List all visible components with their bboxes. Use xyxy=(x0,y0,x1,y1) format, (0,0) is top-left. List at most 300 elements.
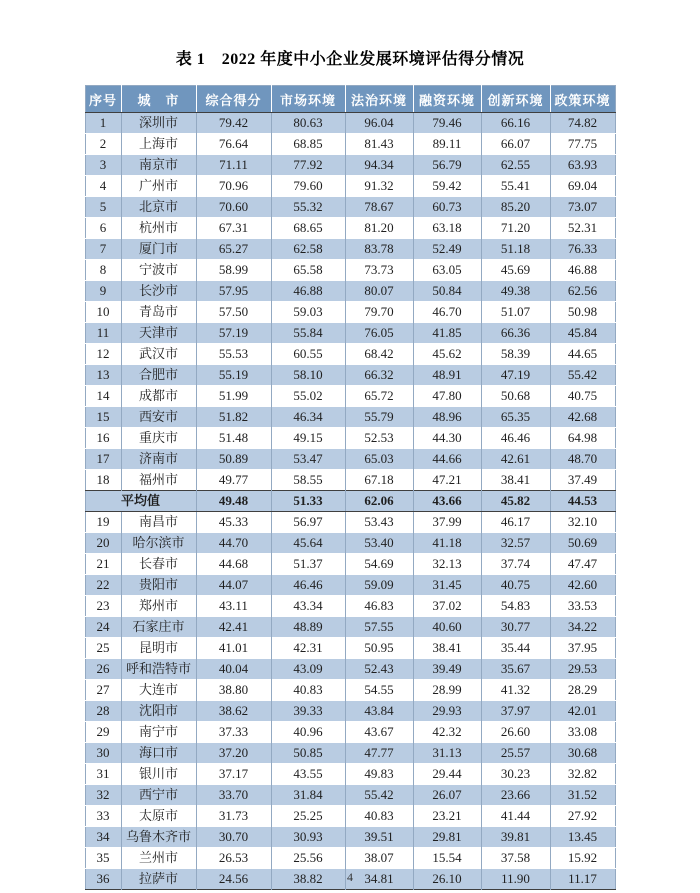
row-index-cell: 29 xyxy=(85,722,121,743)
score-cell-2: 67.18 xyxy=(345,470,413,491)
score-cell-3: 37.02 xyxy=(413,596,481,617)
score-cell-5: 44.53 xyxy=(550,491,615,512)
table-row xyxy=(85,596,615,617)
score-cell-2: 59.09 xyxy=(345,575,413,596)
score-cell-1: 38.82 xyxy=(271,869,345,890)
city-cell: 银川市 xyxy=(121,764,196,785)
score-cell-4: 23.66 xyxy=(481,785,550,806)
score-cell-3: 44.66 xyxy=(413,449,481,470)
score-cell-3: 37.99 xyxy=(413,512,481,533)
score-cell-4: 25.57 xyxy=(481,743,550,764)
score-cell-5: 34.22 xyxy=(550,617,615,638)
table-row xyxy=(85,281,615,302)
row-index-cell: 28 xyxy=(85,701,121,722)
score-cell-3: 47.21 xyxy=(413,470,481,491)
score-cell-5: 37.49 xyxy=(550,470,615,491)
score-cell-4: 50.68 xyxy=(481,386,550,407)
city-cell: 深圳市 xyxy=(121,113,196,134)
score-cell-4: 49.38 xyxy=(481,281,550,302)
score-cell-1: 40.96 xyxy=(271,722,345,743)
score-cell-2: 91.32 xyxy=(345,176,413,197)
city-cell: 哈尔滨市 xyxy=(121,533,196,554)
header-cell-overall: 综合得分 xyxy=(196,86,271,113)
score-cell-0: 49.48 xyxy=(196,491,271,512)
score-cell-2: 52.43 xyxy=(345,659,413,680)
page-number: 4 xyxy=(347,870,353,884)
score-cell-1: 56.97 xyxy=(271,512,345,533)
table-row xyxy=(85,323,615,344)
score-cell-2: 96.04 xyxy=(345,113,413,134)
score-cell-3: 89.11 xyxy=(413,134,481,155)
city-cell: 石家庄市 xyxy=(121,617,196,638)
table-row xyxy=(85,659,615,680)
score-cell-3: 29.93 xyxy=(413,701,481,722)
score-cell-1: 49.15 xyxy=(271,428,345,449)
score-cell-4: 32.57 xyxy=(481,533,550,554)
city-cell: 上海市 xyxy=(121,134,196,155)
score-cell-0: 51.82 xyxy=(196,407,271,428)
row-index-cell: 11 xyxy=(85,323,121,344)
score-cell-3: 29.44 xyxy=(413,764,481,785)
table-row xyxy=(85,218,615,239)
score-cell-3: 60.73 xyxy=(413,197,481,218)
row-index-cell: 22 xyxy=(85,575,121,596)
score-cell-5: 69.04 xyxy=(550,176,615,197)
city-cell: 乌鲁木齐市 xyxy=(121,827,196,848)
city-cell: 广州市 xyxy=(121,176,196,197)
score-cell-3: 39.49 xyxy=(413,659,481,680)
score-cell-1: 55.84 xyxy=(271,323,345,344)
score-cell-2: 73.73 xyxy=(345,260,413,281)
score-cell-2: 43.67 xyxy=(345,722,413,743)
score-cell-1: 46.34 xyxy=(271,407,345,428)
row-index-cell: 19 xyxy=(85,512,121,533)
row-index-cell: 17 xyxy=(85,449,121,470)
table-row xyxy=(85,302,615,323)
score-cell-5: 50.98 xyxy=(550,302,615,323)
score-cell-1: 30.93 xyxy=(271,827,345,848)
score-cell-5: 64.98 xyxy=(550,428,615,449)
table-row xyxy=(85,365,615,386)
score-cell-0: 24.56 xyxy=(196,869,271,890)
score-cell-5: 42.60 xyxy=(550,575,615,596)
table-row xyxy=(85,386,615,407)
score-cell-4: 65.35 xyxy=(481,407,550,428)
score-cell-0: 71.11 xyxy=(196,155,271,176)
row-index-cell: 24 xyxy=(85,617,121,638)
score-cell-3: 40.60 xyxy=(413,617,481,638)
score-cell-3: 41.18 xyxy=(413,533,481,554)
score-cell-0: 67.31 xyxy=(196,218,271,239)
score-cell-0: 49.77 xyxy=(196,470,271,491)
city-cell: 兰州市 xyxy=(121,848,196,869)
score-cell-5: 73.07 xyxy=(550,197,615,218)
city-cell: 北京市 xyxy=(121,197,196,218)
header-cell-financing: 融资环境 xyxy=(413,86,481,113)
score-cell-5: 63.93 xyxy=(550,155,615,176)
score-cell-2: 34.81 xyxy=(345,869,413,890)
score-cell-3: 45.62 xyxy=(413,344,481,365)
score-cell-3: 46.70 xyxy=(413,302,481,323)
score-cell-0: 70.60 xyxy=(196,197,271,218)
score-cell-3: 26.07 xyxy=(413,785,481,806)
city-cell: 福州市 xyxy=(121,470,196,491)
score-cell-3: 63.05 xyxy=(413,260,481,281)
table-row xyxy=(85,554,615,575)
score-cell-3: 43.66 xyxy=(413,491,481,512)
score-cell-1: 39.33 xyxy=(271,701,345,722)
row-index-cell: 4 xyxy=(85,176,121,197)
city-cell: 南昌市 xyxy=(121,512,196,533)
row-index-cell: 16 xyxy=(85,428,121,449)
header-cell-innovation: 创新环境 xyxy=(481,86,550,113)
score-cell-4: 45.82 xyxy=(481,491,550,512)
score-cell-0: 37.20 xyxy=(196,743,271,764)
score-cell-0: 26.53 xyxy=(196,848,271,869)
score-cell-1: 40.83 xyxy=(271,680,345,701)
score-cell-2: 46.83 xyxy=(345,596,413,617)
row-index-cell: 34 xyxy=(85,827,121,848)
score-cell-4: 30.23 xyxy=(481,764,550,785)
table-row xyxy=(85,155,615,176)
score-cell-4: 85.20 xyxy=(481,197,550,218)
city-cell: 杭州市 xyxy=(121,218,196,239)
table-body xyxy=(85,113,615,890)
table-header xyxy=(85,86,615,113)
city-cell: 长春市 xyxy=(121,554,196,575)
city-cell: 西宁市 xyxy=(121,785,196,806)
score-cell-0: 79.42 xyxy=(196,113,271,134)
row-index-cell: 8 xyxy=(85,260,121,281)
city-cell: 呼和浩特市 xyxy=(121,659,196,680)
score-cell-0: 31.73 xyxy=(196,806,271,827)
city-cell: 海口市 xyxy=(121,743,196,764)
score-cell-3: 63.18 xyxy=(413,218,481,239)
score-cell-2: 39.51 xyxy=(345,827,413,848)
score-cell-0: 33.70 xyxy=(196,785,271,806)
score-cell-4: 66.36 xyxy=(481,323,550,344)
average-label-cell: 平均值 xyxy=(85,491,196,512)
score-cell-3: 23.21 xyxy=(413,806,481,827)
row-index-cell: 5 xyxy=(85,197,121,218)
row-index-cell: 9 xyxy=(85,281,121,302)
score-cell-3: 28.99 xyxy=(413,680,481,701)
score-cell-5: 33.53 xyxy=(550,596,615,617)
score-table xyxy=(85,85,616,890)
score-cell-4: 45.69 xyxy=(481,260,550,281)
score-cell-3: 44.30 xyxy=(413,428,481,449)
score-cell-3: 50.84 xyxy=(413,281,481,302)
score-cell-4: 11.90 xyxy=(481,869,550,890)
score-cell-2: 81.43 xyxy=(345,134,413,155)
score-cell-3: 42.32 xyxy=(413,722,481,743)
score-cell-3: 26.10 xyxy=(413,869,481,890)
row-index-cell: 26 xyxy=(85,659,121,680)
score-cell-1: 43.09 xyxy=(271,659,345,680)
score-cell-5: 11.17 xyxy=(550,869,615,890)
header-row xyxy=(85,86,615,113)
score-cell-1: 80.63 xyxy=(271,113,345,134)
score-cell-5: 37.95 xyxy=(550,638,615,659)
score-cell-5: 40.75 xyxy=(550,386,615,407)
score-cell-5: 52.31 xyxy=(550,218,615,239)
score-cell-5: 32.82 xyxy=(550,764,615,785)
table-row xyxy=(85,407,615,428)
city-cell: 青岛市 xyxy=(121,302,196,323)
row-index-cell: 20 xyxy=(85,533,121,554)
table-row xyxy=(85,785,615,806)
score-cell-5: 13.45 xyxy=(550,827,615,848)
score-cell-0: 50.89 xyxy=(196,449,271,470)
row-index-cell: 23 xyxy=(85,596,121,617)
header-cell-market: 市场环境 xyxy=(271,86,345,113)
score-cell-4: 55.41 xyxy=(481,176,550,197)
score-cell-4: 51.07 xyxy=(481,302,550,323)
table-row xyxy=(85,176,615,197)
score-cell-4: 37.97 xyxy=(481,701,550,722)
score-cell-5: 44.65 xyxy=(550,344,615,365)
score-cell-5: 32.10 xyxy=(550,512,615,533)
score-cell-0: 40.04 xyxy=(196,659,271,680)
score-cell-2: 52.53 xyxy=(345,428,413,449)
score-cell-2: 79.70 xyxy=(345,302,413,323)
table-row xyxy=(85,113,615,134)
score-cell-5: 42.01 xyxy=(550,701,615,722)
score-cell-4: 26.60 xyxy=(481,722,550,743)
table-row xyxy=(85,239,615,260)
table-row xyxy=(85,134,615,155)
city-cell: 成都市 xyxy=(121,386,196,407)
average-row xyxy=(85,491,615,512)
score-cell-0: 70.96 xyxy=(196,176,271,197)
score-cell-1: 68.65 xyxy=(271,218,345,239)
score-cell-4: 47.19 xyxy=(481,365,550,386)
city-cell: 太原市 xyxy=(121,806,196,827)
score-cell-4: 54.83 xyxy=(481,596,550,617)
table-row xyxy=(85,512,615,533)
row-index-cell: 27 xyxy=(85,680,121,701)
score-cell-4: 41.32 xyxy=(481,680,550,701)
table-row xyxy=(85,764,615,785)
table-row xyxy=(85,848,615,869)
score-cell-4: 46.46 xyxy=(481,428,550,449)
score-cell-2: 40.83 xyxy=(345,806,413,827)
row-index-cell: 30 xyxy=(85,743,121,764)
score-cell-1: 55.32 xyxy=(271,197,345,218)
score-cell-2: 50.95 xyxy=(345,638,413,659)
score-cell-3: 48.91 xyxy=(413,365,481,386)
score-cell-0: 37.33 xyxy=(196,722,271,743)
score-cell-2: 49.83 xyxy=(345,764,413,785)
row-index-cell: 21 xyxy=(85,554,121,575)
score-cell-3: 56.79 xyxy=(413,155,481,176)
score-cell-2: 81.20 xyxy=(345,218,413,239)
score-cell-0: 58.99 xyxy=(196,260,271,281)
score-cell-3: 47.80 xyxy=(413,386,481,407)
score-cell-5: 42.68 xyxy=(550,407,615,428)
table-row xyxy=(85,197,615,218)
score-cell-3: 79.46 xyxy=(413,113,481,134)
row-index-cell: 6 xyxy=(85,218,121,239)
city-cell: 南京市 xyxy=(121,155,196,176)
score-cell-1: 51.33 xyxy=(271,491,345,512)
score-cell-5: 28.29 xyxy=(550,680,615,701)
score-cell-0: 65.27 xyxy=(196,239,271,260)
score-cell-3: 32.13 xyxy=(413,554,481,575)
score-cell-5: 29.53 xyxy=(550,659,615,680)
score-cell-4: 51.18 xyxy=(481,239,550,260)
table-row xyxy=(85,722,615,743)
row-index-cell: 15 xyxy=(85,407,121,428)
table-row xyxy=(85,260,615,281)
score-cell-5: 62.56 xyxy=(550,281,615,302)
score-cell-3: 59.42 xyxy=(413,176,481,197)
table-row xyxy=(85,533,615,554)
header-cell-policy: 政策环境 xyxy=(550,86,615,113)
city-cell: 沈阳市 xyxy=(121,701,196,722)
row-index-cell: 33 xyxy=(85,806,121,827)
row-index-cell: 7 xyxy=(85,239,121,260)
city-cell: 郑州市 xyxy=(121,596,196,617)
score-cell-5: 48.70 xyxy=(550,449,615,470)
score-cell-3: 29.81 xyxy=(413,827,481,848)
score-cell-0: 76.64 xyxy=(196,134,271,155)
city-cell: 昆明市 xyxy=(121,638,196,659)
score-cell-1: 58.55 xyxy=(271,470,345,491)
table-row xyxy=(85,638,615,659)
score-cell-4: 71.20 xyxy=(481,218,550,239)
score-cell-2: 65.03 xyxy=(345,449,413,470)
score-cell-5: 45.84 xyxy=(550,323,615,344)
city-cell: 大连市 xyxy=(121,680,196,701)
score-cell-0: 44.70 xyxy=(196,533,271,554)
score-cell-2: 55.79 xyxy=(345,407,413,428)
score-cell-1: 42.31 xyxy=(271,638,345,659)
city-cell: 南宁市 xyxy=(121,722,196,743)
score-cell-4: 30.77 xyxy=(481,617,550,638)
score-cell-1: 77.92 xyxy=(271,155,345,176)
row-index-cell: 35 xyxy=(85,848,121,869)
row-index-cell: 1 xyxy=(85,113,121,134)
city-cell: 武汉市 xyxy=(121,344,196,365)
header-cell-city: 城 市 xyxy=(121,86,196,113)
score-cell-4: 62.55 xyxy=(481,155,550,176)
score-cell-4: 39.81 xyxy=(481,827,550,848)
score-cell-2: 66.32 xyxy=(345,365,413,386)
score-cell-2: 76.05 xyxy=(345,323,413,344)
score-cell-5: 27.92 xyxy=(550,806,615,827)
score-cell-2: 68.42 xyxy=(345,344,413,365)
score-cell-1: 55.02 xyxy=(271,386,345,407)
header-cell-law: 法治环境 xyxy=(345,86,413,113)
score-cell-1: 68.85 xyxy=(271,134,345,155)
score-cell-0: 45.33 xyxy=(196,512,271,533)
score-cell-5: 50.69 xyxy=(550,533,615,554)
row-index-cell: 2 xyxy=(85,134,121,155)
score-cell-0: 55.19 xyxy=(196,365,271,386)
score-cell-0: 55.53 xyxy=(196,344,271,365)
city-cell: 重庆市 xyxy=(121,428,196,449)
score-cell-2: 53.40 xyxy=(345,533,413,554)
table-row xyxy=(85,701,615,722)
score-cell-5: 47.47 xyxy=(550,554,615,575)
score-cell-1: 48.89 xyxy=(271,617,345,638)
score-cell-2: 54.69 xyxy=(345,554,413,575)
score-cell-3: 31.45 xyxy=(413,575,481,596)
score-cell-1: 79.60 xyxy=(271,176,345,197)
score-cell-5: 30.68 xyxy=(550,743,615,764)
score-cell-1: 45.64 xyxy=(271,533,345,554)
table-row xyxy=(85,743,615,764)
score-cell-5: 33.08 xyxy=(550,722,615,743)
city-cell: 宁波市 xyxy=(121,260,196,281)
score-cell-2: 47.77 xyxy=(345,743,413,764)
score-cell-1: 65.58 xyxy=(271,260,345,281)
score-cell-5: 15.92 xyxy=(550,848,615,869)
score-cell-4: 66.07 xyxy=(481,134,550,155)
score-cell-3: 38.41 xyxy=(413,638,481,659)
score-cell-5: 46.88 xyxy=(550,260,615,281)
score-cell-1: 25.56 xyxy=(271,848,345,869)
row-index-cell: 25 xyxy=(85,638,121,659)
row-index-cell: 31 xyxy=(85,764,121,785)
city-cell: 西安市 xyxy=(121,407,196,428)
score-cell-0: 30.70 xyxy=(196,827,271,848)
score-cell-2: 83.78 xyxy=(345,239,413,260)
score-cell-1: 46.88 xyxy=(271,281,345,302)
score-cell-4: 58.39 xyxy=(481,344,550,365)
score-cell-1: 60.55 xyxy=(271,344,345,365)
score-cell-0: 43.11 xyxy=(196,596,271,617)
table-row xyxy=(85,806,615,827)
score-cell-4: 40.75 xyxy=(481,575,550,596)
table-row xyxy=(85,680,615,701)
city-cell: 贵阳市 xyxy=(121,575,196,596)
score-cell-4: 35.67 xyxy=(481,659,550,680)
score-cell-2: 43.84 xyxy=(345,701,413,722)
score-cell-1: 62.58 xyxy=(271,239,345,260)
score-cell-1: 31.84 xyxy=(271,785,345,806)
table-row xyxy=(85,827,615,848)
score-cell-0: 57.95 xyxy=(196,281,271,302)
table-row xyxy=(85,344,615,365)
table-row xyxy=(85,449,615,470)
score-cell-2: 38.07 xyxy=(345,848,413,869)
score-cell-0: 44.07 xyxy=(196,575,271,596)
score-cell-1: 43.34 xyxy=(271,596,345,617)
score-cell-1: 46.46 xyxy=(271,575,345,596)
score-cell-5: 31.52 xyxy=(550,785,615,806)
score-cell-4: 35.44 xyxy=(481,638,550,659)
score-cell-2: 80.07 xyxy=(345,281,413,302)
score-cell-1: 53.47 xyxy=(271,449,345,470)
score-cell-2: 55.42 xyxy=(345,785,413,806)
score-cell-2: 57.55 xyxy=(345,617,413,638)
score-cell-3: 52.49 xyxy=(413,239,481,260)
score-cell-5: 77.75 xyxy=(550,134,615,155)
score-cell-3: 48.96 xyxy=(413,407,481,428)
score-cell-5: 74.82 xyxy=(550,113,615,134)
table-row xyxy=(85,575,615,596)
row-index-cell: 13 xyxy=(85,365,121,386)
row-index-cell: 18 xyxy=(85,470,121,491)
score-cell-4: 37.58 xyxy=(481,848,550,869)
table-title: 表 1 2022 年度中小企业发展环境评估得分情况 xyxy=(175,51,525,68)
score-cell-4: 46.17 xyxy=(481,512,550,533)
score-cell-0: 44.68 xyxy=(196,554,271,575)
score-cell-1: 25.25 xyxy=(271,806,345,827)
score-cell-0: 38.62 xyxy=(196,701,271,722)
